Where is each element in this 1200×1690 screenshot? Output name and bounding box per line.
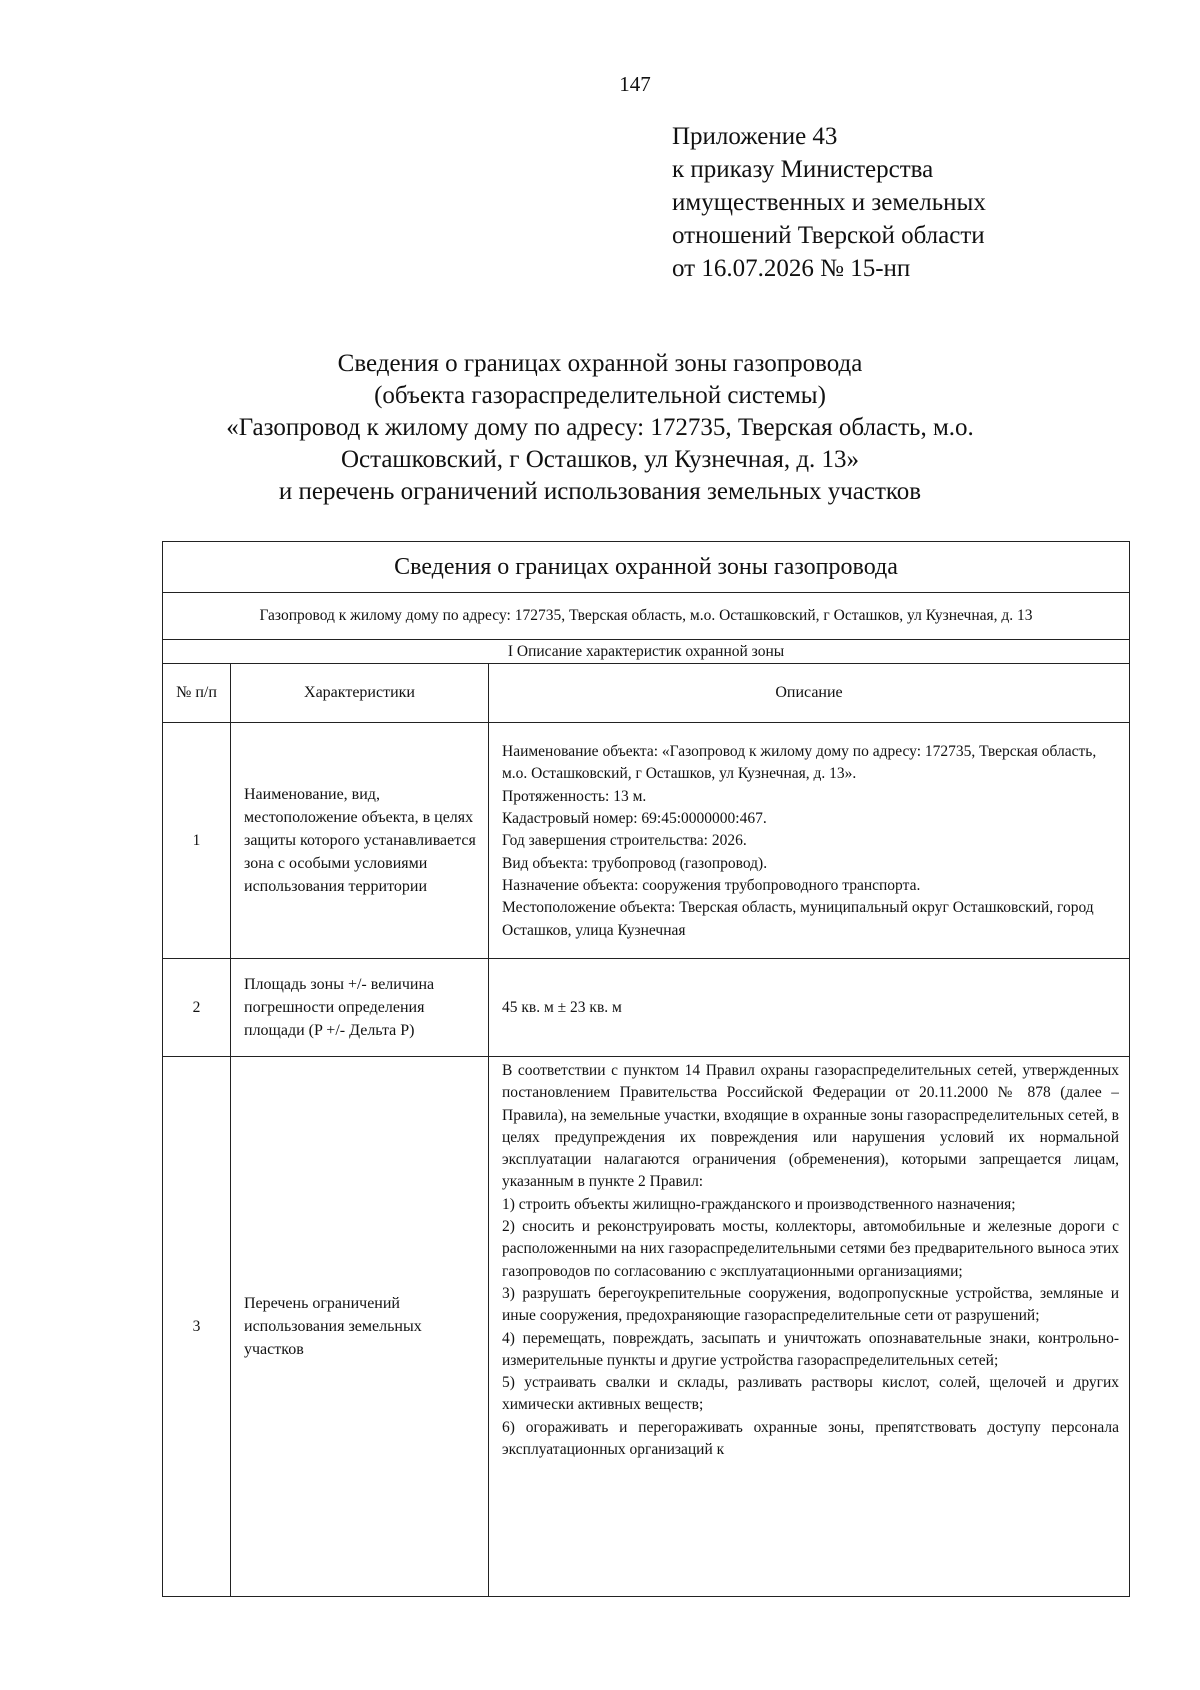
row-characteristic: Перечень ограничений использования земельных участков xyxy=(231,1057,489,1597)
description-line: Кадастровый номер: 69:45:0000000:467. xyxy=(502,810,767,828)
header-characteristic: Характеристики xyxy=(231,664,489,723)
title-line: Сведения о границах охранной зоны газопровода xyxy=(337,350,863,377)
row-description xyxy=(489,723,1130,959)
title-line: Осташковский, г Осташков, ул Кузнечная, д. 13» xyxy=(340,446,860,473)
description-line: Год завершения строительства: 2026. xyxy=(502,832,747,850)
document-title xyxy=(150,348,1050,508)
row-number: 3 xyxy=(163,1057,231,1597)
appendix-line: к приказу Министерства xyxy=(672,156,934,183)
table-title: Сведения о границах охранной зоны газопровода xyxy=(163,542,1130,593)
title-line: (объекта газораспределительной системы) xyxy=(374,382,826,409)
table-section-heading: I Описание характеристик охранной зоны xyxy=(163,640,1130,664)
description-line: Назначение объекта: сооружения трубопроводного транспорта. xyxy=(502,876,921,894)
title-line: и перечень ограничений использования земельных участков xyxy=(278,478,922,505)
description-line: 2) сносить и реконструировать мосты, коллекторы, автомобильные и железные дороги с расположенными на них газораспределительными сетями без предварительного выноса этих газопроводов по согласованию с эксплуатационными организациями; xyxy=(502,1218,1120,1280)
description-line: 45 кв. м ± 23 кв. м xyxy=(502,999,622,1017)
header-description: Описание xyxy=(489,664,1130,723)
appendix-line: от 16.07.2026 № 15-нп xyxy=(672,255,911,282)
table-row xyxy=(163,959,1130,1057)
restrictions-list xyxy=(502,1060,1119,1593)
row-characteristic: Наименование, вид, местоположение объекта, в целях защиты которого устанавливается зона с особыми условиями использования территории xyxy=(231,723,489,959)
row-characteristic: Площадь зоны +/- величина погрешности определения площади (P +/- Дельта P) xyxy=(231,959,489,1057)
row-number: 1 xyxy=(163,723,231,959)
description-line: Вид объекта: трубопровод (газопровод). xyxy=(502,854,768,872)
row-number: 2 xyxy=(163,959,231,1057)
description-line: Протяженность: 13 м. xyxy=(502,787,647,805)
header-num: № п/п xyxy=(163,664,231,723)
description-line: 3) разрушать берегоукрепительные сооружения, водопропускные устройства, земляные и иные сооружения, предохраняющие газораспределительные сети от разрушений; xyxy=(502,1284,1120,1325)
table-subtitle: Газопровод к жилому дому по адресу: 172735, Тверская область, м.о. Осташковский, г Осташков, ул Кузнечная, д. 13 xyxy=(163,593,1130,640)
row-description xyxy=(489,959,1130,1057)
description-line: 4) перемещать, повреждать, засыпать и уничтожать опознавательные знаки, контрольно-измерительные пункты и другие устройства газораспределительных сетей; xyxy=(502,1329,1120,1369)
title-line: «Газопровод к жилому дому по адресу: 172735, Тверская область, м.о. xyxy=(226,414,974,441)
description-line: Наименование объекта: «Газопровод к жилому дому по адресу: 172735, Тверская область, м.о. Осташковский, г Осташков, ул Кузнечная, д. 13». xyxy=(502,743,1097,783)
appendix-line: имущественных и земельных xyxy=(672,189,986,216)
appendix-line: отношений Тверской области xyxy=(672,222,985,249)
description-line: 5) устраивать свалки и склады, разливать растворы кислот, солей, щелочей и других химически активных веществ; xyxy=(502,1374,1120,1414)
description-line: 1) строить объекты жилищно-гражданского и производственного назначения; xyxy=(502,1195,1016,1213)
row-description xyxy=(489,1057,1130,1597)
table-row xyxy=(163,723,1130,959)
appendix-line: Приложение 43 xyxy=(672,123,838,150)
appendix-header xyxy=(672,120,1092,285)
description-line: Местоположение объекта: Тверская область, муниципальный округ Осташковский, город Осташков, улица Кузнечная xyxy=(502,899,1094,939)
description-line: 6) огораживать и перегораживать охранные зоны, препятствовать доступу персонала эксплуатационных организаций к xyxy=(502,1418,1120,1459)
zone-table xyxy=(162,541,1130,1597)
page-number: 147 xyxy=(619,72,651,96)
table-row xyxy=(163,1057,1130,1597)
description-line: В соответствии с пунктом 14 Правил охраны газораспределительных сетей, утвержденных постановлением Правительства Российской Федерации от 20.11.2000 № 878 (далее – Правила), на земельные участки, входящие в охранные зоны газораспределительных сетей, в целях предупреждения их повреждения или нарушения условий их нормальной эксплуатации налагаются ограничения (обременения), которыми запрещается лицам, указанным в пункте 2 Правил: xyxy=(502,1062,1120,1191)
